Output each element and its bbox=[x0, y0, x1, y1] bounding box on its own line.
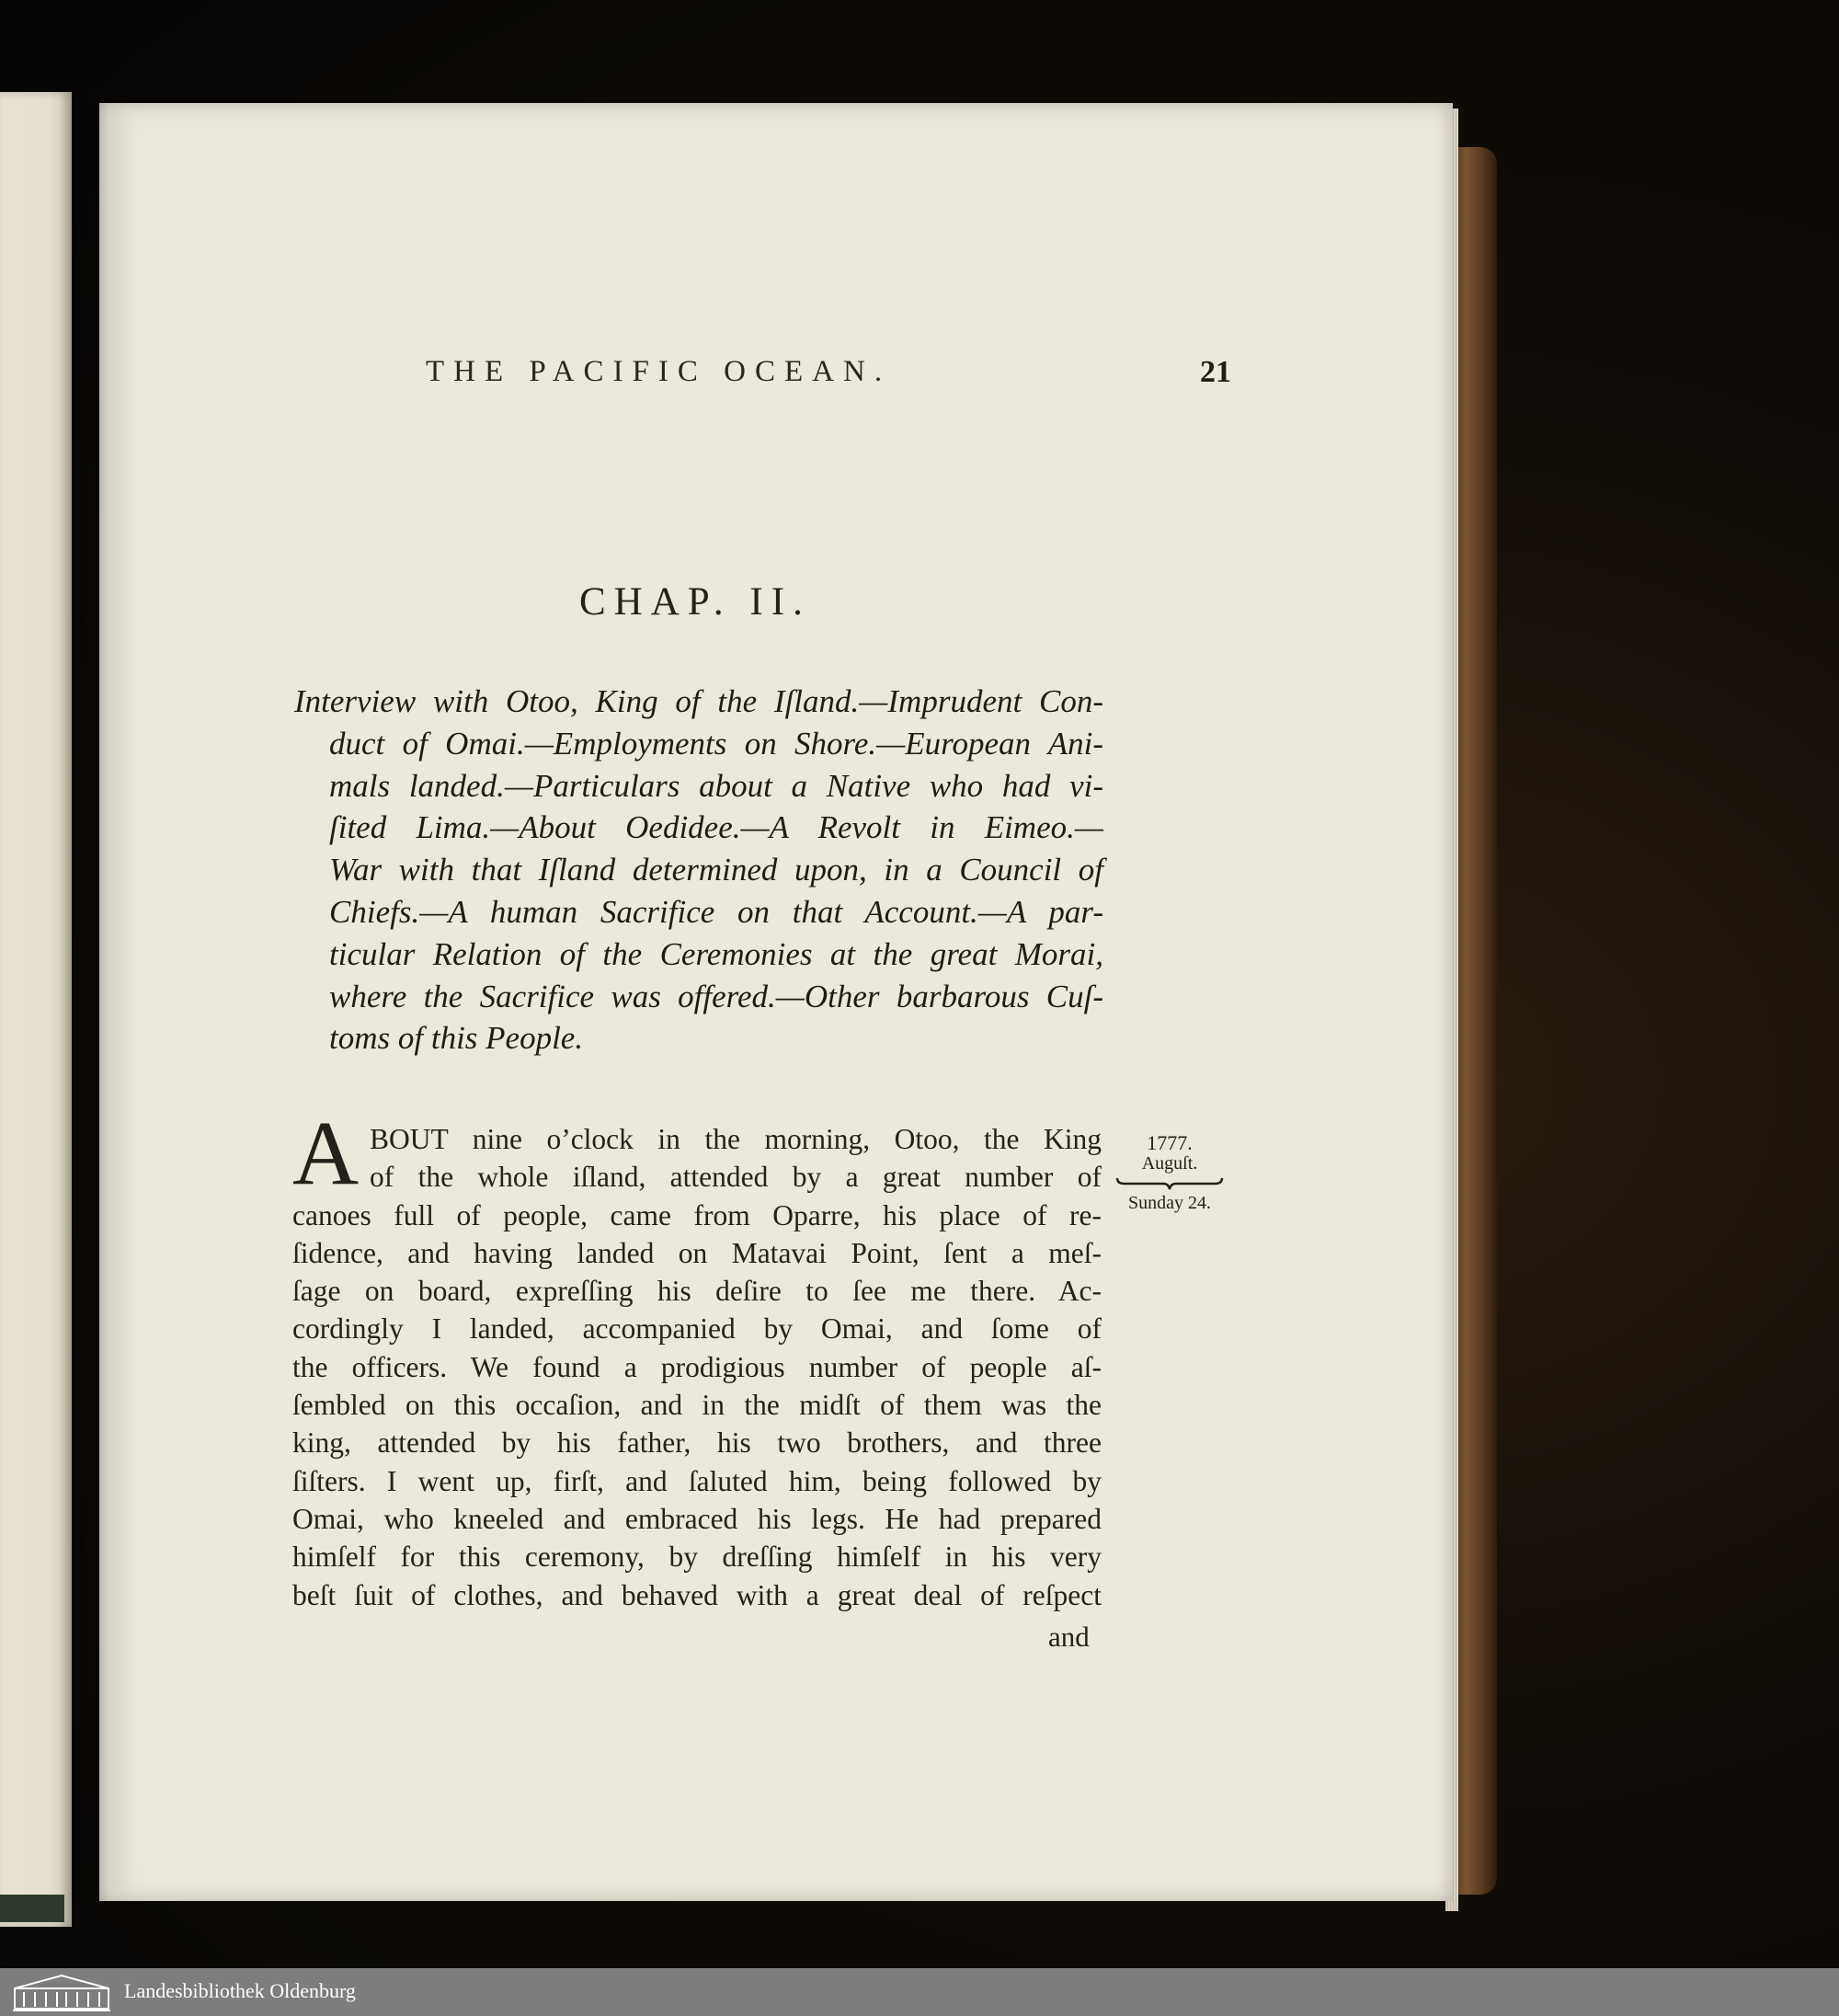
margin-day: Sunday 24. bbox=[1128, 1193, 1211, 1213]
page-number: 21 bbox=[1200, 355, 1231, 389]
body-line: canoes full of people, came from Oparre, his place of re- bbox=[292, 1198, 1102, 1231]
facing-page-edge bbox=[0, 92, 72, 1927]
summary-line: duct of Omai.—Employments on Shore.—European Ani- bbox=[329, 725, 1103, 762]
library-footer-bar bbox=[0, 1968, 1839, 2016]
summary-line: War with that Iſland determined upon, in a Council of bbox=[329, 852, 1103, 888]
library-building-icon bbox=[11, 1972, 112, 2012]
body-line: himſelf for this ceremony, by dreſſing himſelf in his very bbox=[292, 1541, 1102, 1574]
chapter-title: CHAP. II. bbox=[579, 580, 811, 624]
body-line: king, attended by his father, his two brothers, and three bbox=[292, 1426, 1102, 1460]
library-name: Landesbibliothek Oldenburg bbox=[124, 1979, 356, 2002]
gutter-shadow bbox=[72, 103, 109, 1901]
body-line: ſidence, and having landed on Matavai Point, ſent a meſ- bbox=[292, 1236, 1102, 1269]
body-line: beſt ſuit of clothes, and behaved with a great deal of reſpect bbox=[292, 1578, 1102, 1611]
book-cover-corner bbox=[0, 1895, 64, 1922]
margin-year: 1777. bbox=[1147, 1131, 1193, 1154]
body-line: ſembled on this occaſion, and in the midſt of them was the bbox=[292, 1389, 1102, 1422]
brace-icon bbox=[1115, 1176, 1224, 1191]
margin-month: Auguſt. bbox=[1141, 1153, 1198, 1174]
running-head: THE PACIFIC OCEAN. bbox=[426, 355, 892, 388]
summary-line: where the Sacrifice was offered.—Other barbarous Cuſ- bbox=[329, 978, 1103, 1014]
body-line: Omai, who kneeled and embraced his legs. He had prepared bbox=[292, 1502, 1102, 1535]
summary-line: Interview with Otoo, King of the Iſland.—Imprudent Con- bbox=[294, 683, 1103, 719]
margin-date-note bbox=[1114, 1131, 1225, 1214]
body-line: cordingly I landed, accompanied by Omai, and ſome of bbox=[292, 1312, 1102, 1346]
catchword: and bbox=[1048, 1621, 1090, 1653]
body-line: ſage on board, expreſſing his deſire to ſee me there. Ac- bbox=[292, 1275, 1102, 1308]
summary-line: ticular Relation of the Ceremonies at the great Morai, bbox=[329, 935, 1103, 972]
summary-line: Chiefs.—A human Sacrifice on that Account.—A par- bbox=[329, 893, 1103, 930]
body-text bbox=[292, 1120, 1102, 1614]
summary-line: toms of this People. bbox=[329, 1020, 584, 1057]
body-line: of the whole iſland, attended by a great number of bbox=[370, 1161, 1102, 1194]
drop-cap: A bbox=[292, 1102, 360, 1204]
body-line: ſiſters. I went up, firſt, and ſaluted him, being followed by bbox=[292, 1464, 1102, 1497]
body-line: the officers. We found a prodigious number of people aſ- bbox=[292, 1350, 1102, 1383]
chapter-summary bbox=[294, 681, 1103, 1060]
body-line: BOUT nine o’clock in the morning, Otoo, the King bbox=[370, 1123, 1102, 1155]
summary-line: mals landed.—Particulars about a Native who had vi- bbox=[329, 767, 1103, 804]
summary-line: ſited Lima.—About Oedidee.—A Revolt in Eimeo.— bbox=[329, 809, 1103, 846]
